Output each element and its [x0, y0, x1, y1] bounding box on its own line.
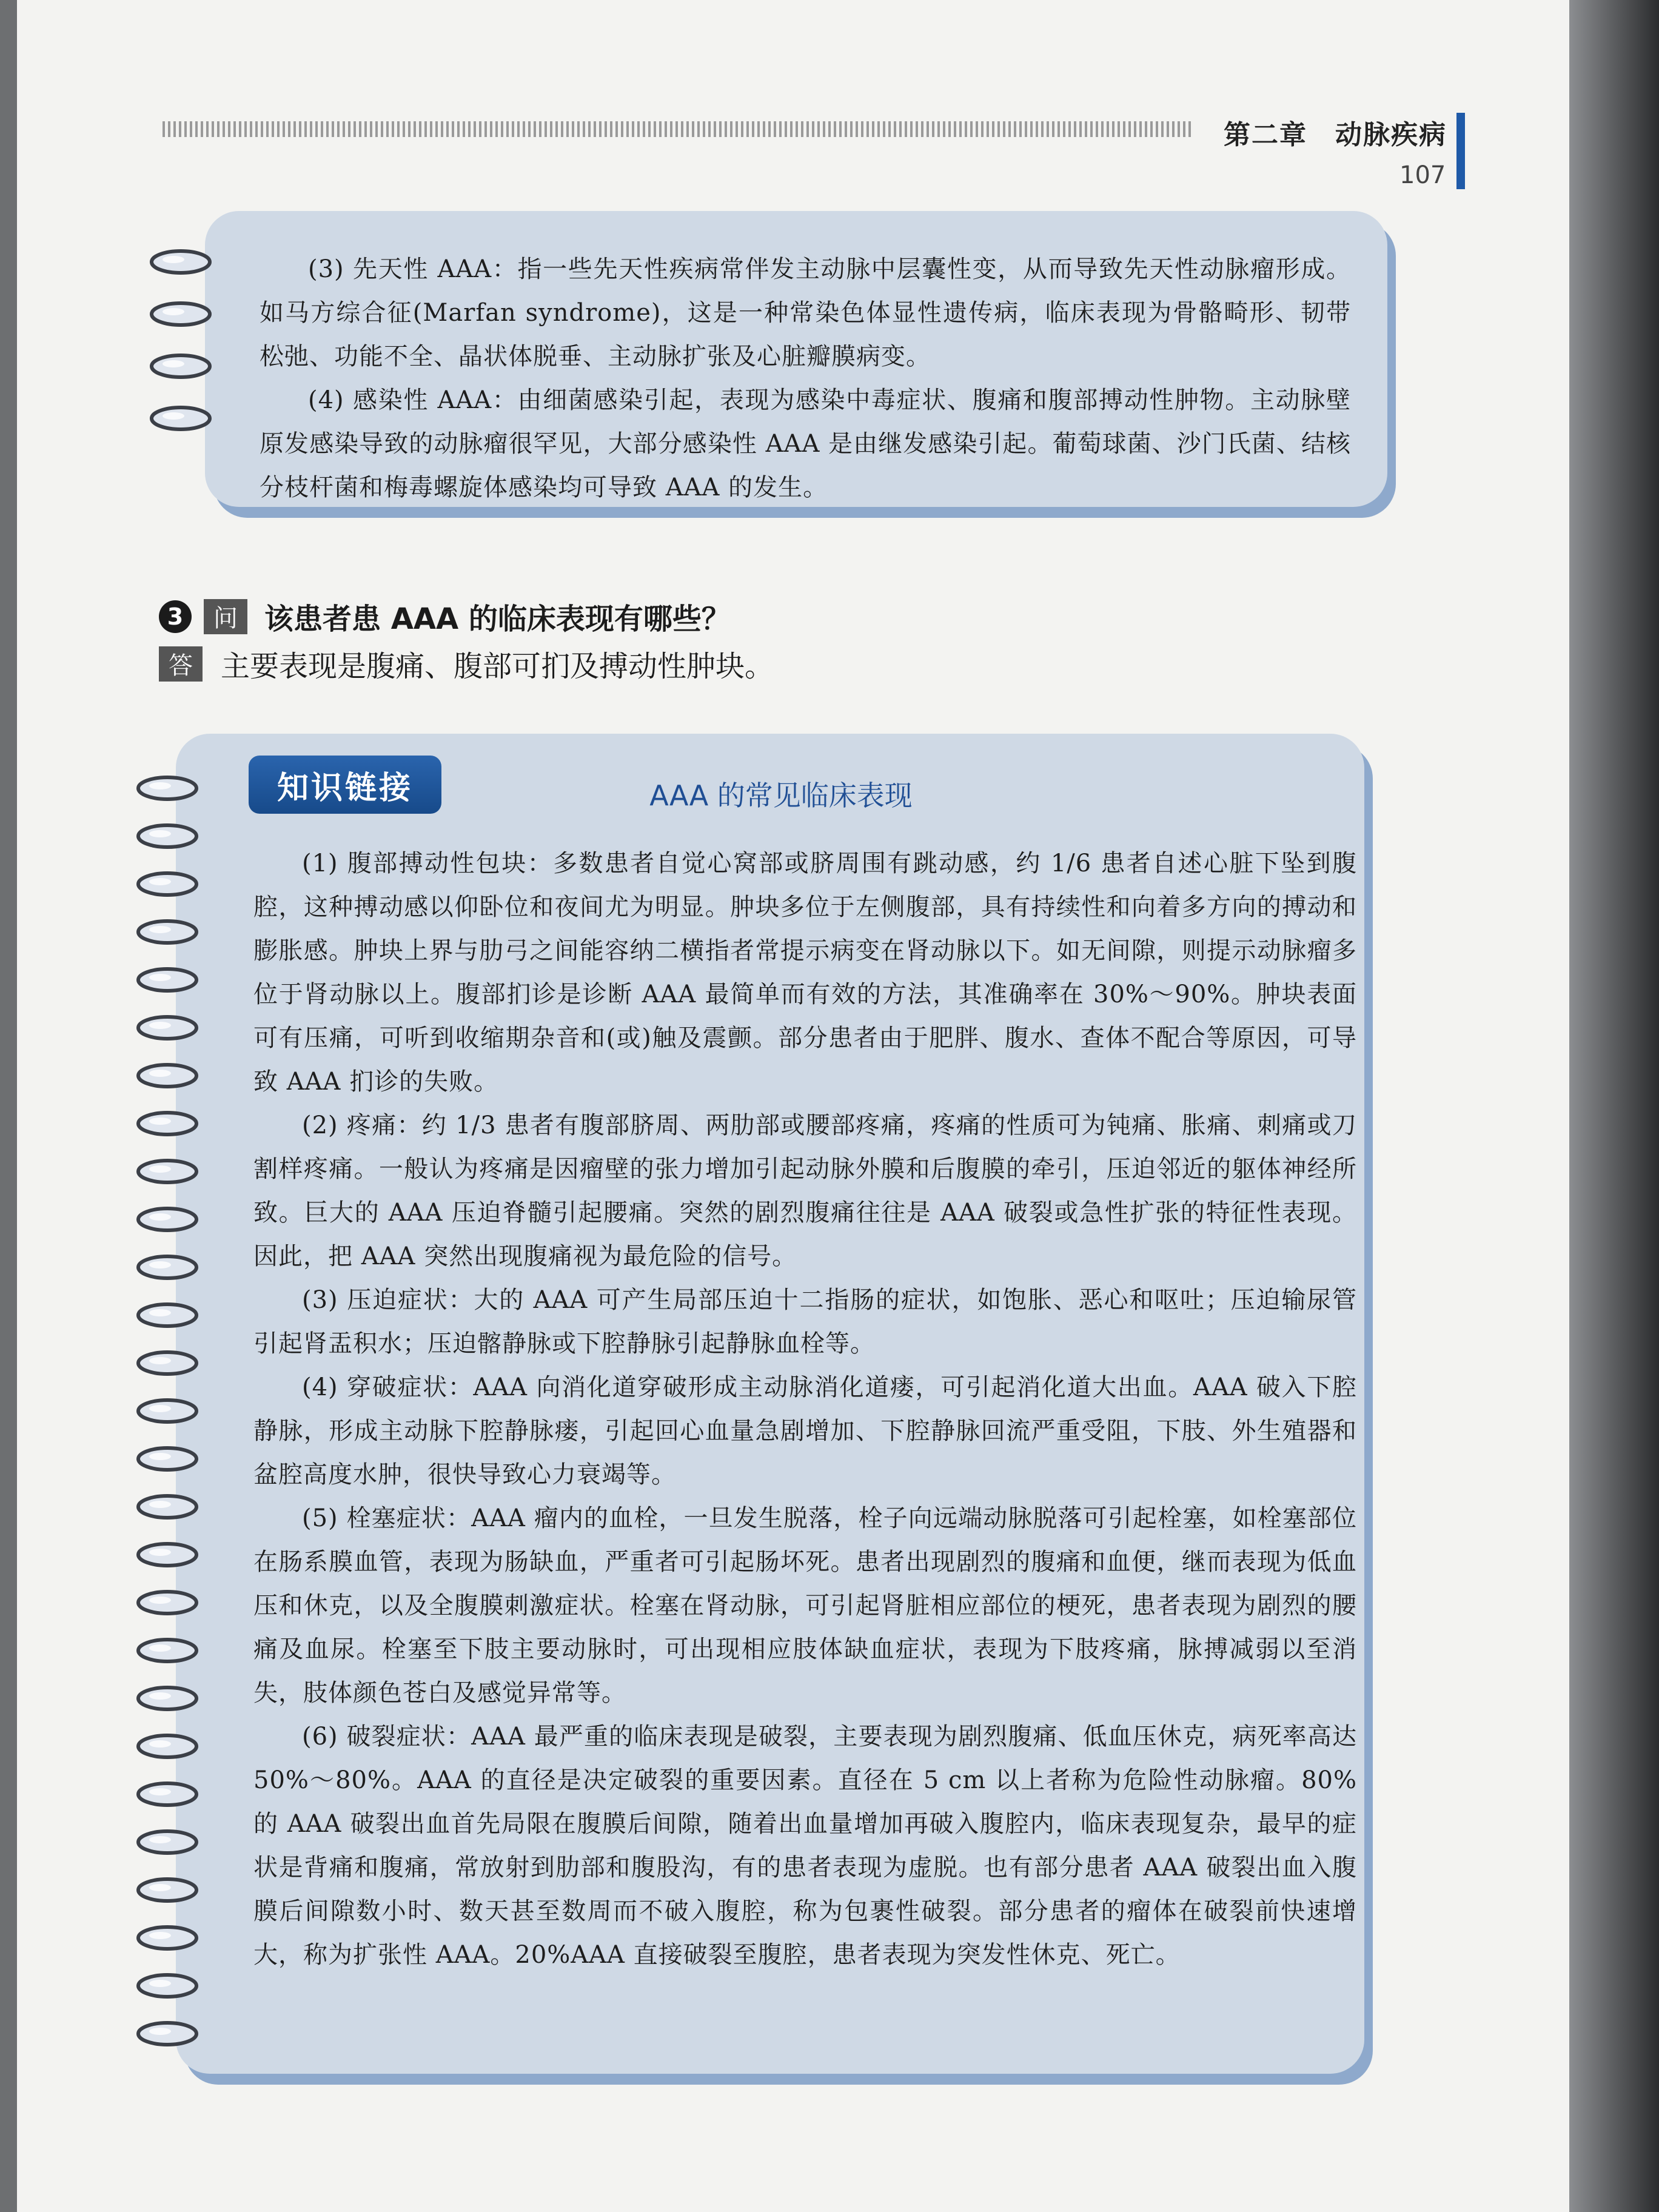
question-tag: 问 — [204, 599, 247, 634]
knowledge-text — [253, 842, 1357, 1977]
binder-ring-icon — [136, 1829, 199, 1855]
answer-row — [159, 643, 774, 685]
binder-ring-icon — [136, 1781, 199, 1808]
answer-text: 主要表现是腹痛、腹部可扪及搏动性肿块。 — [221, 649, 774, 683]
knowledge-paragraph: (5) 栓塞症状：AAA 瘤内的血栓，一旦发生脱落，栓子向远端动脉脱落可引起栓塞，如栓塞部位在肠系膜血管，表现为肠缺血，严重者可引起肠坏死。患者出现剧烈的腹痛和血便，继而表现为低血压和休克，以及全腹膜刺激症状。栓塞在肾动脉，可引起肾脏相应部位的梗死，患者表现为剧烈的腰痛及血尿。栓塞至下肢主要动脉时，可出现相应肢体缺血症状，表现为下肢疼痛，脉搏减弱以至消失，肢体颜色苍白及感觉异常等。 — [253, 1504, 1357, 1707]
box1-paragraph: (4) 感染性 AAA：由细菌感染引起，表现为感染中毒症状、腹痛和腹部搏动性肿物。主动脉壁原发感染导致的动脉瘤很罕见，大部分感染性 AAA 是由继发感染引起。葡萄球菌、沙门氏菌、结核分枝杆菌和梅毒螺旋体感染均可导致 AAA 的发生。 — [260, 386, 1351, 501]
binder-ring-icon — [136, 1493, 199, 1520]
binder-ring-icon — [136, 1972, 199, 1999]
binder-ring-icon — [136, 967, 199, 993]
box1-paragraph: (3) 先天性 AAA：指一些先天性疾病常伴发主动脉中层囊性变，从而导致先天性动脉瘤形成。如马方综合征(Marfan syndrome)，这是一种常染色体显性遗传病，临床表现为骨骼畸形、韧带松弛、功能不全、晶状体脱垂、主动脉扩张及心脏瓣膜病变。 — [260, 255, 1351, 370]
binder-ring-icon — [136, 775, 199, 802]
binder-ring-icon — [136, 1446, 199, 1472]
binder-ring-icon — [136, 1637, 199, 1664]
box1-text — [260, 247, 1351, 509]
question-text: 该患者患 AAA 的临床表现有哪些？ — [264, 602, 731, 636]
binder-ring-icon — [136, 871, 199, 897]
knowledge-link-title: AAA 的常见临床表现 — [649, 779, 913, 812]
binder-ring-icon — [136, 1062, 199, 1089]
binder-ring-icon — [136, 1206, 199, 1233]
binder-ring-icon — [136, 1398, 199, 1424]
knowledge-paragraph: (1) 腹部搏动性包块：多数患者自觉心窝部或脐周围有跳动感，约 1/6 患者自述心脏下坠到腹腔，这种搏动感以仰卧位和夜间尤为明显。肿块多位于左侧腹部，具有持续性和向着多方向的搏动和膨胀感。肿块上界与肋弓之间能容纳二横指者常提示病变在肾动脉以下。如无间隙，则提示动脉瘤多位于肾动脉以上。腹部扪诊是诊断 AAA 最简单而有效的方法，其准确率在 30%～90%。肿块表面可有压痛，可听到收缩期杂音和(或)触及震颤。部分患者由于肥胖、腹水、查体不配合等原因，可导致 AAA 扪诊的失败。 — [253, 850, 1357, 1096]
binder-ring-icon — [136, 1254, 199, 1281]
book-page — [17, 0, 1569, 2212]
binder-ring-icon — [136, 1877, 199, 1903]
binder-ring-icon — [136, 1589, 199, 1616]
binder-ring-icon — [136, 1350, 199, 1376]
binder-ring-icon — [136, 1925, 199, 1951]
binder-ring-icon — [149, 353, 212, 380]
binder-ring-icon — [136, 823, 199, 850]
binder-ring-icon — [136, 1014, 199, 1041]
knowledge-paragraph: (2) 疼痛：约 1/3 患者有腹部脐周、两肋部或腰部疼痛，疼痛的性质可为钝痛、胀痛、刺痛或刀割样疼痛。一般认为疼痛是因瘤壁的张力增加引起动脉外膜和后腹膜的牵引，压迫邻近的躯体神经所致。巨大的 AAA 压迫脊髓引起腰痛。突然的剧烈腹痛往往是 AAA 破裂或急性扩张的特征性表现。因此，把 AAA 突然出现腹痛视为最危险的信号。 — [253, 1111, 1357, 1270]
binder-ring-icon — [149, 405, 212, 432]
question-number: 3 — [159, 600, 192, 633]
binder-ring-icon — [136, 2020, 199, 2047]
chapter-title: 第二章 动脉疾病 — [1224, 119, 1447, 150]
question-row — [159, 595, 731, 637]
binder-ring-icon — [149, 301, 212, 327]
background-edge — [1569, 0, 1659, 2212]
knowledge-paragraph: (6) 破裂症状：AAA 最严重的临床表现是破裂，主要表现为剧烈腹痛、低血压休克，病死率高达 50%～80%。AAA 的直径是决定破裂的重要因素。直径在 5 cm 以上者称为危险性动脉瘤。80%的 AAA 破裂出血首先局限在腹膜后间隙，随着出血量增加再破入腹腔内，临床表现复杂，最早的症状是背痛和腹痛，常放射到肋部和腹股沟，有的患者表现为虚脱。也有部分患者 AAA 破裂出血入腹膜后间隙数小时、数天甚至数周而不破入腹腔，称为包裹性破裂。部分患者的瘤体在破裂前快速增大，称为扩张性 AAA。20%AAA 直接破裂至腹腔，患者表现为突发性休克、死亡。 — [253, 1723, 1357, 1969]
chapter-accent-bar — [1456, 113, 1465, 189]
answer-tag: 答 — [159, 646, 203, 682]
binder-ring-icon — [136, 1733, 199, 1760]
binder-ring-icon — [149, 249, 212, 275]
binder-ring-icon — [136, 1541, 199, 1568]
knowledge-paragraph: (4) 穿破症状：AAA 向消化道穿破形成主动脉消化道瘘，可引起消化道大出血。AAA 破入下腔静脉，形成主动脉下腔静脉瘘，引起回心血量急剧增加、下腔静脉回流严重受阻，下肢、外生殖器和盆腔高度水肿，很快导致心力衰竭等。 — [253, 1373, 1357, 1489]
binder-ring-icon — [136, 1110, 199, 1137]
knowledge-link-badge: 知识链接 — [249, 756, 441, 814]
page-number: 107 — [1399, 161, 1446, 189]
header-dotted-rule — [163, 121, 1193, 137]
binder-ring-icon — [136, 1302, 199, 1329]
binder-ring-icon — [136, 919, 199, 945]
binder-ring-icon — [136, 1685, 199, 1712]
knowledge-paragraph: (3) 压迫症状：大的 AAA 可产生局部压迫十二指肠的症状，如饱胀、恶心和呕吐；压迫输尿管引起肾盂积水；压迫髂静脉或下腔静脉引起静脉血栓等。 — [253, 1286, 1357, 1358]
binder-ring-icon — [136, 1158, 199, 1185]
